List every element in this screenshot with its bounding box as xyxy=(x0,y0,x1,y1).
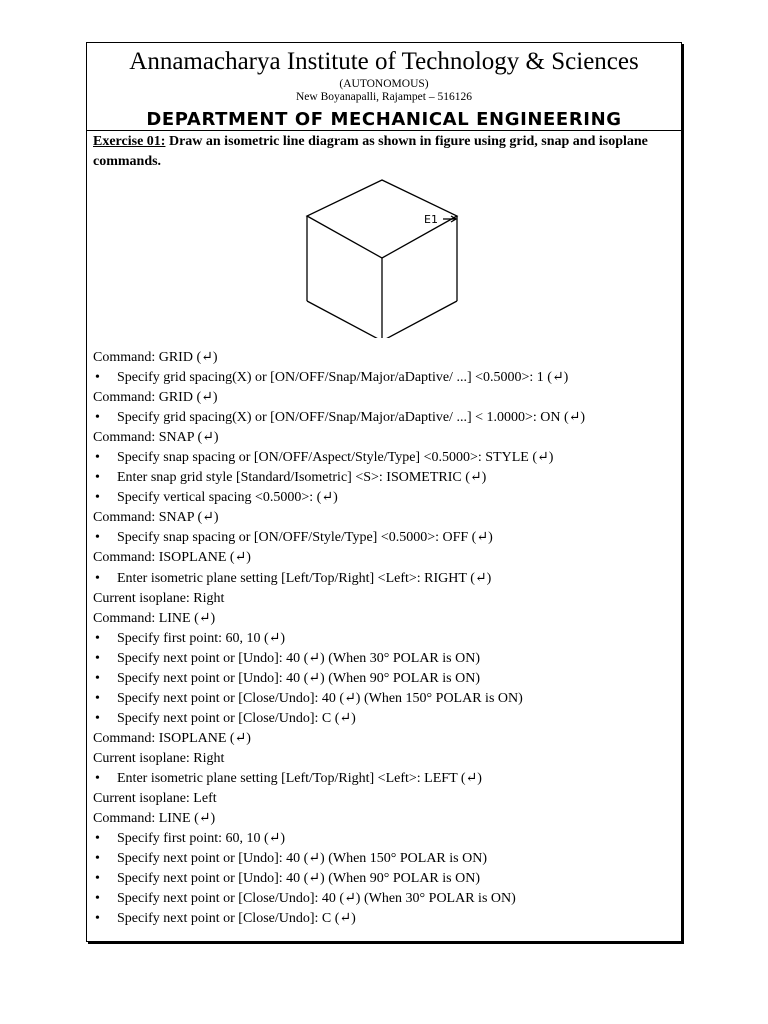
command-line xyxy=(93,508,675,528)
bullet-marker: • xyxy=(95,891,100,907)
bullet-marker: • xyxy=(95,831,100,847)
command-line xyxy=(93,609,675,629)
line-text: Specify next point or [Undo]: 40 (↵) (When 30° POLAR is ON) xyxy=(117,650,480,666)
line-text: Specify grid spacing(X) or [ON/OFF/Snap/Major/aDaptive/ ...] < 1.0000>: ON (↵) xyxy=(117,410,586,426)
command-line xyxy=(93,789,675,809)
bullet-line xyxy=(93,629,675,649)
command-line xyxy=(93,548,675,568)
command-line xyxy=(93,589,675,609)
line-text: Command: ISOPLANE (↵) xyxy=(93,730,251,746)
bullet-line xyxy=(93,889,675,909)
exercise-statement xyxy=(93,132,675,172)
bullet-marker: • xyxy=(95,911,100,927)
bullet-marker: • xyxy=(95,530,100,546)
bullet-marker: • xyxy=(95,670,100,686)
line-text: Specify next point or [Undo]: 40 (↵) (When 90° POLAR is ON) xyxy=(117,670,480,686)
bullet-line xyxy=(93,669,675,689)
line-text: Specify next point or [Close/Undo]: 40 (↵) (When 30° POLAR is ON) xyxy=(117,891,516,907)
command-line xyxy=(93,348,675,368)
cube-bottom-left-edge xyxy=(307,301,382,338)
cube-edges xyxy=(307,180,457,338)
bullet-marker: • xyxy=(95,410,100,426)
bullet-line xyxy=(93,709,675,729)
line-text: Enter snap grid style [Standard/Isometric] <S>: ISOMETRIC (↵) xyxy=(117,470,487,486)
command-line xyxy=(93,428,675,448)
bullet-marker: • xyxy=(95,770,100,786)
line-text: Specify next point or [Undo]: 40 (↵) (When 150° POLAR is ON) xyxy=(117,851,487,867)
institute-address: New Boyanapalli, Rajampet – 516126 xyxy=(296,91,472,103)
line-text: Specify snap spacing or [ON/OFF/Style/Type] <0.5000>: OFF (↵) xyxy=(117,530,493,546)
line-text: Specify next point or [Close/Undo]: C (↵) xyxy=(117,911,356,927)
bullet-line xyxy=(93,448,675,468)
bullet-line xyxy=(93,649,675,669)
e1-label: E1 xyxy=(424,213,438,226)
line-text: Specify next point or [Undo]: 40 (↵) (When 90° POLAR is ON) xyxy=(117,871,480,887)
command-line xyxy=(93,729,675,749)
line-text: Command: SNAP (↵) xyxy=(93,510,219,526)
line-text: Command: LINE (↵) xyxy=(93,610,216,626)
bullet-marker: • xyxy=(95,630,100,646)
bullet-marker: • xyxy=(95,851,100,867)
line-text: Command: GRID (↵) xyxy=(93,390,218,406)
document-header xyxy=(87,43,681,131)
cube-drawing xyxy=(299,178,459,338)
bullet-marker: • xyxy=(95,370,100,386)
bullet-line xyxy=(93,689,675,709)
institute-name: Annamacharya Institute of Technology & Sciences xyxy=(129,48,639,75)
bullet-line xyxy=(93,528,675,548)
bullet-line xyxy=(93,829,675,849)
bullet-marker: • xyxy=(95,650,100,666)
department-title: DEPARTMENT OF MECHANICAL ENGINEERING xyxy=(146,109,622,130)
bullet-line xyxy=(93,849,675,869)
line-text: Specify first point: 60, 10 (↵) xyxy=(117,831,286,847)
bullet-line xyxy=(93,909,675,929)
exercise-text: Draw an isometric line diagram as shown in figure using grid, snap and isoplane commands. xyxy=(93,134,648,169)
document-body xyxy=(87,132,681,929)
bullet-line xyxy=(93,488,675,508)
bullet-marker: • xyxy=(95,490,100,506)
line-text: Command: LINE (↵) xyxy=(93,811,216,827)
line-text: Specify grid spacing(X) or [ON/OFF/Snap/Major/aDaptive/ ...] <0.5000>: 1 (↵) xyxy=(117,370,569,386)
line-text: Specify next point or [Close/Undo]: C (↵) xyxy=(117,710,356,726)
line-text: Specify first point: 60, 10 (↵) xyxy=(117,630,286,646)
isometric-cube-figure xyxy=(93,172,675,343)
bullet-marker: • xyxy=(95,871,100,887)
bullet-marker: • xyxy=(95,470,100,486)
bullet-line xyxy=(93,468,675,488)
command-line xyxy=(93,388,675,408)
bullet-line xyxy=(93,769,675,789)
line-text: Enter isometric plane setting [Left/Top/Right] <Left>: RIGHT (↵) xyxy=(117,570,492,586)
autonomous-label: (AUTONOMOUS) xyxy=(339,78,429,90)
cube-bottom-right-edge xyxy=(382,301,457,338)
line-text: Current isoplane: Right xyxy=(93,590,225,606)
line-text: Current isoplane: Right xyxy=(93,750,225,766)
bullet-marker: • xyxy=(95,570,100,586)
line-text: Command: GRID (↵) xyxy=(93,350,218,365)
bullet-line xyxy=(93,408,675,428)
command-list xyxy=(93,348,675,929)
line-text: Specify vertical spacing <0.5000>: (↵) xyxy=(117,490,338,506)
bullet-line xyxy=(93,569,675,589)
line-text: Current isoplane: Left xyxy=(93,791,217,807)
bullet-marker: • xyxy=(95,690,100,706)
command-line xyxy=(93,749,675,769)
bullet-marker: • xyxy=(95,450,100,466)
bullet-line xyxy=(93,368,675,388)
line-text: Specify snap spacing or [ON/OFF/Aspect/Style/Type] <0.5000>: STYLE (↵) xyxy=(117,450,554,466)
exercise-label: Exercise 01: xyxy=(93,134,166,149)
line-text: Command: SNAP (↵) xyxy=(93,430,219,446)
line-text: Enter isometric plane setting [Left/Top/Right] <Left>: LEFT (↵) xyxy=(117,770,482,786)
line-text: Specify next point or [Close/Undo]: 40 (↵) (When 150° POLAR is ON) xyxy=(117,690,523,706)
page-frame xyxy=(86,42,682,942)
bullet-line xyxy=(93,869,675,889)
bullet-marker: • xyxy=(95,710,100,726)
line-text: Command: ISOPLANE (↵) xyxy=(93,550,251,566)
command-line xyxy=(93,809,675,829)
